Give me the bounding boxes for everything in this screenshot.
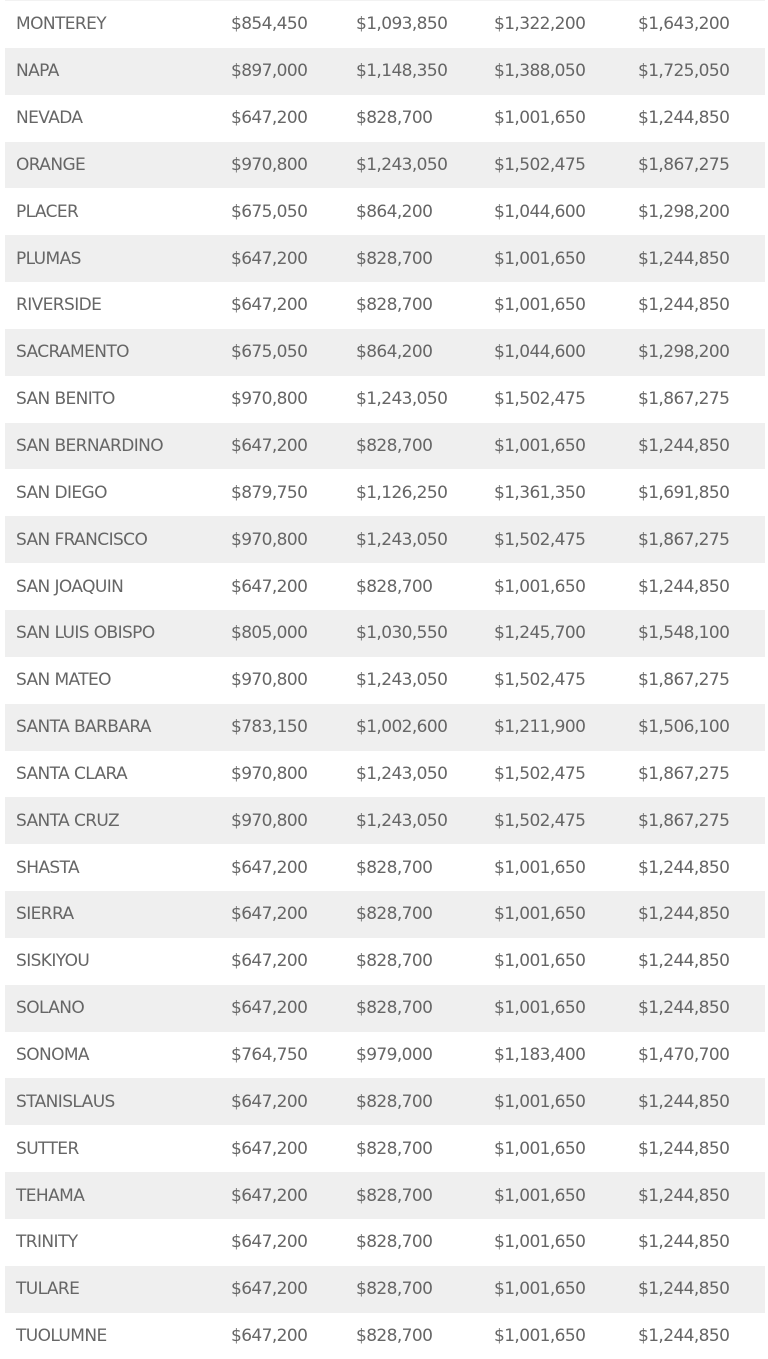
county-limits-table-container: [5, 0, 765, 1359]
table-row: [5, 657, 765, 704]
limit-4-unit-cell: $1,244,850: [638, 1091, 730, 1112]
limit-3-unit-cell: $1,322,200: [494, 14, 586, 35]
county-name-cell: SANTA BARBARA: [16, 717, 151, 738]
limit-1-unit-cell: $783,150: [231, 717, 308, 738]
limit-2-unit-cell: $828,700: [356, 295, 433, 316]
limit-2-unit-cell: $828,700: [356, 951, 433, 972]
county-name-cell: SAN BENITO: [16, 389, 115, 410]
limit-4-unit-cell: $1,298,200: [638, 342, 730, 363]
county-name-cell: NAPA: [16, 61, 59, 82]
county-name-cell: SAN FRANCISCO: [16, 529, 148, 550]
limit-3-unit-cell: $1,502,475: [494, 154, 586, 175]
table-row: [5, 469, 765, 516]
limit-4-unit-cell: $1,244,850: [638, 576, 730, 597]
table-row: [5, 423, 765, 470]
table-row: [5, 1125, 765, 1172]
limit-1-unit-cell: $970,800: [231, 670, 308, 691]
limit-1-unit-cell: $805,000: [231, 623, 308, 644]
limit-1-unit-cell: $647,200: [231, 248, 308, 269]
table-row: [5, 797, 765, 844]
table-row: [5, 891, 765, 938]
limit-1-unit-cell: $647,200: [231, 1091, 308, 1112]
county-name-cell: SAN LUIS OBISPO: [16, 623, 155, 644]
county-name-cell: ORANGE: [16, 154, 86, 175]
county-name-cell: STANISLAUS: [16, 1091, 115, 1112]
limit-4-unit-cell: $1,298,200: [638, 201, 730, 222]
limit-3-unit-cell: $1,502,475: [494, 389, 586, 410]
limit-3-unit-cell: $1,001,650: [494, 951, 586, 972]
county-name-cell: SISKIYOU: [16, 951, 90, 972]
limit-2-unit-cell: $1,243,050: [356, 670, 448, 691]
limit-3-unit-cell: $1,001,650: [494, 1185, 586, 1206]
limit-2-unit-cell: $828,700: [356, 248, 433, 269]
limit-4-unit-cell: $1,244,850: [638, 1138, 730, 1159]
limit-4-unit-cell: $1,244,850: [638, 436, 730, 457]
table-row: [5, 985, 765, 1032]
limit-3-unit-cell: $1,044,600: [494, 342, 586, 363]
table-row: [5, 235, 765, 282]
table-row: [5, 1219, 765, 1266]
county-name-cell: SAN MATEO: [16, 670, 111, 691]
limit-1-unit-cell: $879,750: [231, 482, 308, 503]
table-row: [5, 751, 765, 798]
limit-2-unit-cell: $864,200: [356, 201, 433, 222]
limit-2-unit-cell: $1,243,050: [356, 529, 448, 550]
limit-2-unit-cell: $1,030,550: [356, 623, 448, 644]
limit-2-unit-cell: $1,243,050: [356, 810, 448, 831]
limit-1-unit-cell: $647,200: [231, 998, 308, 1019]
table-row: [5, 1172, 765, 1219]
table-row: [5, 188, 765, 235]
limit-1-unit-cell: $764,750: [231, 1044, 308, 1065]
table-row: [5, 844, 765, 891]
limit-4-unit-cell: $1,725,050: [638, 61, 730, 82]
limit-4-unit-cell: $1,244,850: [638, 998, 730, 1019]
county-name-cell: MONTEREY: [16, 14, 107, 35]
limit-2-unit-cell: $1,148,350: [356, 61, 448, 82]
limit-2-unit-cell: $828,700: [356, 1326, 433, 1347]
limit-3-unit-cell: $1,001,650: [494, 904, 586, 925]
limit-3-unit-cell: $1,001,650: [494, 857, 586, 878]
limit-2-unit-cell: $979,000: [356, 1044, 433, 1065]
limit-3-unit-cell: $1,183,400: [494, 1044, 586, 1065]
limit-4-unit-cell: $1,244,850: [638, 1279, 730, 1300]
table-row: [5, 95, 765, 142]
county-name-cell: PLUMAS: [16, 248, 81, 269]
limit-3-unit-cell: $1,001,650: [494, 1138, 586, 1159]
limit-4-unit-cell: $1,867,275: [638, 763, 730, 784]
limit-3-unit-cell: $1,502,475: [494, 763, 586, 784]
limit-4-unit-cell: $1,244,850: [638, 951, 730, 972]
limit-3-unit-cell: $1,502,475: [494, 529, 586, 550]
limit-4-unit-cell: $1,244,850: [638, 1185, 730, 1206]
table-row: [5, 610, 765, 657]
county-name-cell: SANTA CLARA: [16, 763, 128, 784]
county-name-cell: TUOLUMNE: [16, 1326, 107, 1347]
limit-1-unit-cell: $647,200: [231, 108, 308, 129]
county-name-cell: SIERRA: [16, 904, 74, 925]
limit-3-unit-cell: $1,001,650: [494, 1091, 586, 1112]
limit-3-unit-cell: $1,001,650: [494, 108, 586, 129]
table-row: [5, 704, 765, 751]
limit-2-unit-cell: $864,200: [356, 342, 433, 363]
limit-2-unit-cell: $1,243,050: [356, 389, 448, 410]
limit-3-unit-cell: $1,001,650: [494, 998, 586, 1019]
county-name-cell: RIVERSIDE: [16, 295, 102, 316]
limit-2-unit-cell: $1,093,850: [356, 14, 448, 35]
table-row: [5, 1032, 765, 1079]
limit-4-unit-cell: $1,548,100: [638, 623, 730, 644]
county-name-cell: PLACER: [16, 201, 79, 222]
limit-4-unit-cell: $1,244,850: [638, 1232, 730, 1253]
limit-3-unit-cell: $1,502,475: [494, 810, 586, 831]
limit-2-unit-cell: $1,126,250: [356, 482, 448, 503]
limit-1-unit-cell: $647,200: [231, 857, 308, 878]
limit-3-unit-cell: $1,502,475: [494, 670, 586, 691]
limit-4-unit-cell: $1,470,700: [638, 1044, 730, 1065]
table-row: [5, 1078, 765, 1125]
county-name-cell: NEVADA: [16, 108, 83, 129]
county-name-cell: SONOMA: [16, 1044, 89, 1065]
limit-3-unit-cell: $1,001,650: [494, 436, 586, 457]
limit-4-unit-cell: $1,691,850: [638, 482, 730, 503]
limit-3-unit-cell: $1,001,650: [494, 248, 586, 269]
limit-4-unit-cell: $1,867,275: [638, 389, 730, 410]
county-name-cell: TULARE: [16, 1279, 80, 1300]
limit-1-unit-cell: $647,200: [231, 576, 308, 597]
county-name-cell: SOLANO: [16, 998, 85, 1019]
county-name-cell: SHASTA: [16, 857, 80, 878]
table-row: [5, 516, 765, 563]
limit-4-unit-cell: $1,867,275: [638, 810, 730, 831]
limit-3-unit-cell: $1,001,650: [494, 576, 586, 597]
limit-4-unit-cell: $1,643,200: [638, 14, 730, 35]
limit-4-unit-cell: $1,244,850: [638, 904, 730, 925]
county-name-cell: SACRAMENTO: [16, 342, 129, 363]
limit-1-unit-cell: $897,000: [231, 61, 308, 82]
limit-1-unit-cell: $647,200: [231, 1185, 308, 1206]
limit-4-unit-cell: $1,244,850: [638, 248, 730, 269]
limit-4-unit-cell: $1,244,850: [638, 1326, 730, 1347]
limit-2-unit-cell: $828,700: [356, 998, 433, 1019]
limit-3-unit-cell: $1,211,900: [494, 717, 586, 738]
limit-2-unit-cell: $1,243,050: [356, 763, 448, 784]
limit-4-unit-cell: $1,867,275: [638, 670, 730, 691]
limit-1-unit-cell: $675,050: [231, 342, 308, 363]
table-row: [5, 1313, 765, 1359]
limit-2-unit-cell: $828,700: [356, 436, 433, 457]
table-row: [5, 329, 765, 376]
table-row: [5, 48, 765, 95]
limit-3-unit-cell: $1,044,600: [494, 201, 586, 222]
county-name-cell: SANTA CRUZ: [16, 810, 120, 831]
limit-2-unit-cell: $828,700: [356, 1091, 433, 1112]
county-name-cell: TEHAMA: [16, 1185, 85, 1206]
limit-1-unit-cell: $970,800: [231, 529, 308, 550]
county-name-cell: SAN JOAQUIN: [16, 576, 124, 597]
limit-1-unit-cell: $970,800: [231, 810, 308, 831]
table-row: [5, 1266, 765, 1313]
limit-2-unit-cell: $1,002,600: [356, 717, 448, 738]
limit-1-unit-cell: $647,200: [231, 904, 308, 925]
limit-3-unit-cell: $1,001,650: [494, 1232, 586, 1253]
table-row: [5, 938, 765, 985]
limit-4-unit-cell: $1,867,275: [638, 154, 730, 175]
limit-3-unit-cell: $1,001,650: [494, 1279, 586, 1300]
limit-1-unit-cell: $675,050: [231, 201, 308, 222]
limit-3-unit-cell: $1,001,650: [494, 1326, 586, 1347]
county-name-cell: SAN DIEGO: [16, 482, 107, 503]
limit-3-unit-cell: $1,361,350: [494, 482, 586, 503]
limit-1-unit-cell: $854,450: [231, 14, 308, 35]
limit-2-unit-cell: $828,700: [356, 857, 433, 878]
limit-2-unit-cell: $828,700: [356, 1138, 433, 1159]
limit-1-unit-cell: $647,200: [231, 1326, 308, 1347]
table-row: [5, 282, 765, 329]
limit-2-unit-cell: $828,700: [356, 576, 433, 597]
limit-2-unit-cell: $828,700: [356, 1185, 433, 1206]
limit-2-unit-cell: $828,700: [356, 904, 433, 925]
table-row: [5, 142, 765, 189]
limit-1-unit-cell: $647,200: [231, 436, 308, 457]
limit-2-unit-cell: $828,700: [356, 108, 433, 129]
limit-1-unit-cell: $970,800: [231, 154, 308, 175]
county-name-cell: SAN BERNARDINO: [16, 436, 164, 457]
limit-3-unit-cell: $1,001,650: [494, 295, 586, 316]
table-body: [5, 1, 765, 1359]
limit-4-unit-cell: $1,506,100: [638, 717, 730, 738]
county-name-cell: TRINITY: [16, 1232, 78, 1253]
limit-1-unit-cell: $647,200: [231, 1232, 308, 1253]
limit-1-unit-cell: $970,800: [231, 389, 308, 410]
table-row: [5, 376, 765, 423]
limit-4-unit-cell: $1,244,850: [638, 295, 730, 316]
limit-3-unit-cell: $1,388,050: [494, 61, 586, 82]
limit-1-unit-cell: $647,200: [231, 295, 308, 316]
limit-1-unit-cell: $970,800: [231, 763, 308, 784]
limit-4-unit-cell: $1,244,850: [638, 857, 730, 878]
county-limits-table: [5, 1, 765, 1359]
county-name-cell: SUTTER: [16, 1138, 79, 1159]
limit-1-unit-cell: $647,200: [231, 951, 308, 972]
limit-2-unit-cell: $828,700: [356, 1232, 433, 1253]
limit-1-unit-cell: $647,200: [231, 1138, 308, 1159]
limit-2-unit-cell: $1,243,050: [356, 154, 448, 175]
table-row: [5, 1, 765, 48]
table-row: [5, 563, 765, 610]
limit-2-unit-cell: $828,700: [356, 1279, 433, 1300]
limit-3-unit-cell: $1,245,700: [494, 623, 586, 644]
limit-1-unit-cell: $647,200: [231, 1279, 308, 1300]
limit-4-unit-cell: $1,244,850: [638, 108, 730, 129]
limit-4-unit-cell: $1,867,275: [638, 529, 730, 550]
